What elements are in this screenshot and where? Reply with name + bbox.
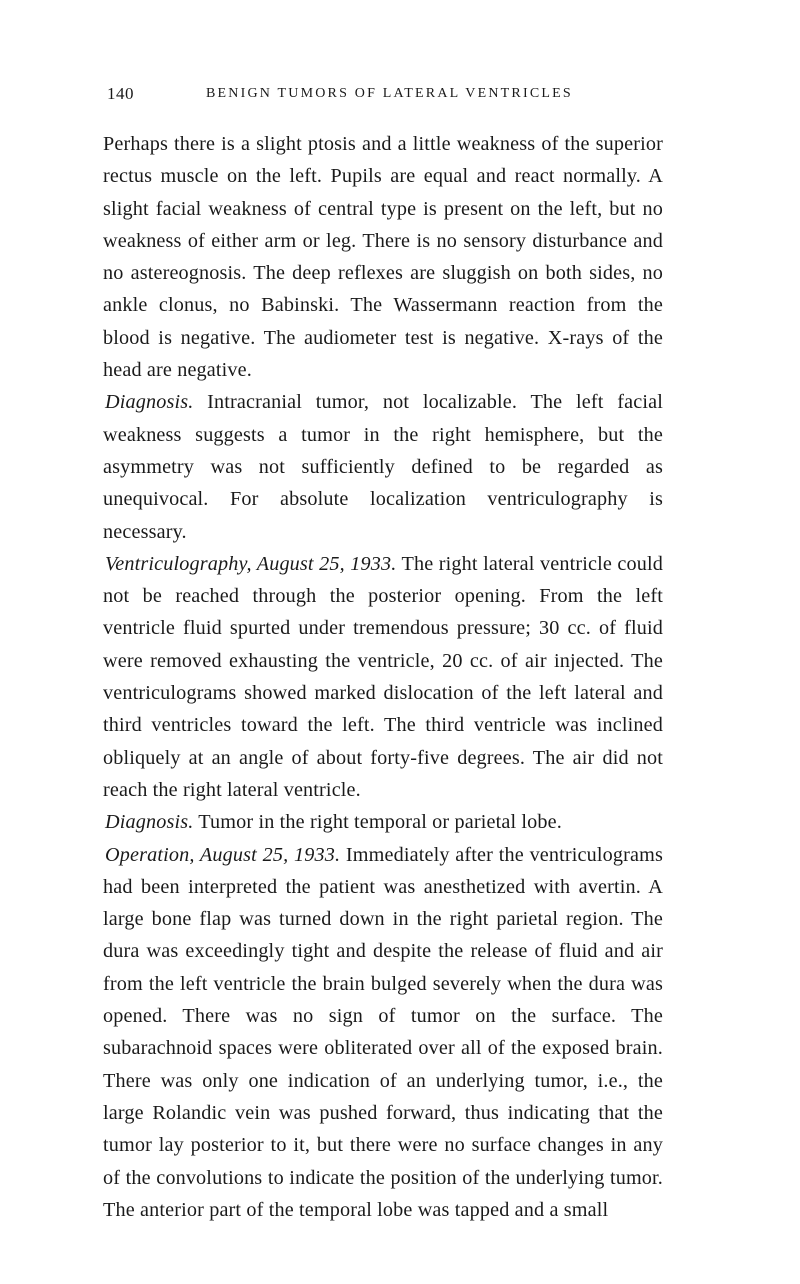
paragraph-heading: Diagnosis. [105,391,194,414]
paragraph-text: Tumor in the right temporal or parietal lobe. [193,811,562,834]
body-text [103,128,663,1226]
paragraph-text: Perhaps there is a slight ptosis and a little weakness of the superior rectus muscle on the left. Pupils are equal and react normally. A slight facial weakness of central type is present on the left, but no weakness of either arm or leg. There is no sensory disturbance and no astereognosis. The deep reflexes are sluggish on both sides, no ankle clonus, no Babinski. The Wassermann reaction from the blood is negative. The audiometer test is negative. X-rays of the head are negative. [103,133,663,382]
paragraph-findings [103,128,663,386]
paragraph-ventriculography [103,548,663,806]
paragraph-operation [103,839,663,1227]
paragraph-diagnosis [103,386,663,547]
paragraph-diagnosis-2 [103,806,663,838]
paragraph-text: Immediately after the ventriculograms had been interpreted the patient was anesthetized with avertin. A large bone flap was turned down in the right parietal region. The dura was exceedingly tight and despite the release of fluid and air from the left ventricle the brain bulged severely when the dura was opened. There was no sign of tumor on the surface. The subarachnoid spaces were obliterated over all of the exposed brain. There was only one indication of an underlying tumor, i.e., the large Rolandic vein was pushed forward, thus indicating that the tumor lay posterior to it, but there were no surface changes in any of the convolutions to indicate the position of the underlying tumor. The anterior part of the temporal lobe was tapped and a small [103,843,663,1221]
paragraph-heading: Ventriculography, August 25, 1933. [105,552,397,575]
paragraph-text: Intracranial tumor, not localizable. The left facial weakness suggests a tumor in the right hemisphere, but the asymmetry was not sufficiently defined to be regarded as unequivocal. For absolute localization ventriculography is necessary. [103,391,663,543]
paragraph-text: The right lateral ventricle could not be reached through the posterior opening. From the left ventricle fluid spurted under tremendous pressure; 30 cc. of fluid were removed exhausting the ventricle, 20 cc. of air injected. The ventriculograms showed marked dislocation of the left lateral and third ventricles toward the left. The third ventricle was inclined obliquely at an angle of about forty-five degrees. The air did not reach the right lateral ventricle. [103,552,663,801]
paragraph-heading: Diagnosis. [105,811,194,834]
running-head [107,84,659,104]
running-head-title: BENIGN TUMORS OF LATERAL VENTRICLES [206,86,573,101]
paragraph-heading: Operation, August 25, 1933. [105,843,341,866]
page-number: 140 [107,84,134,103]
